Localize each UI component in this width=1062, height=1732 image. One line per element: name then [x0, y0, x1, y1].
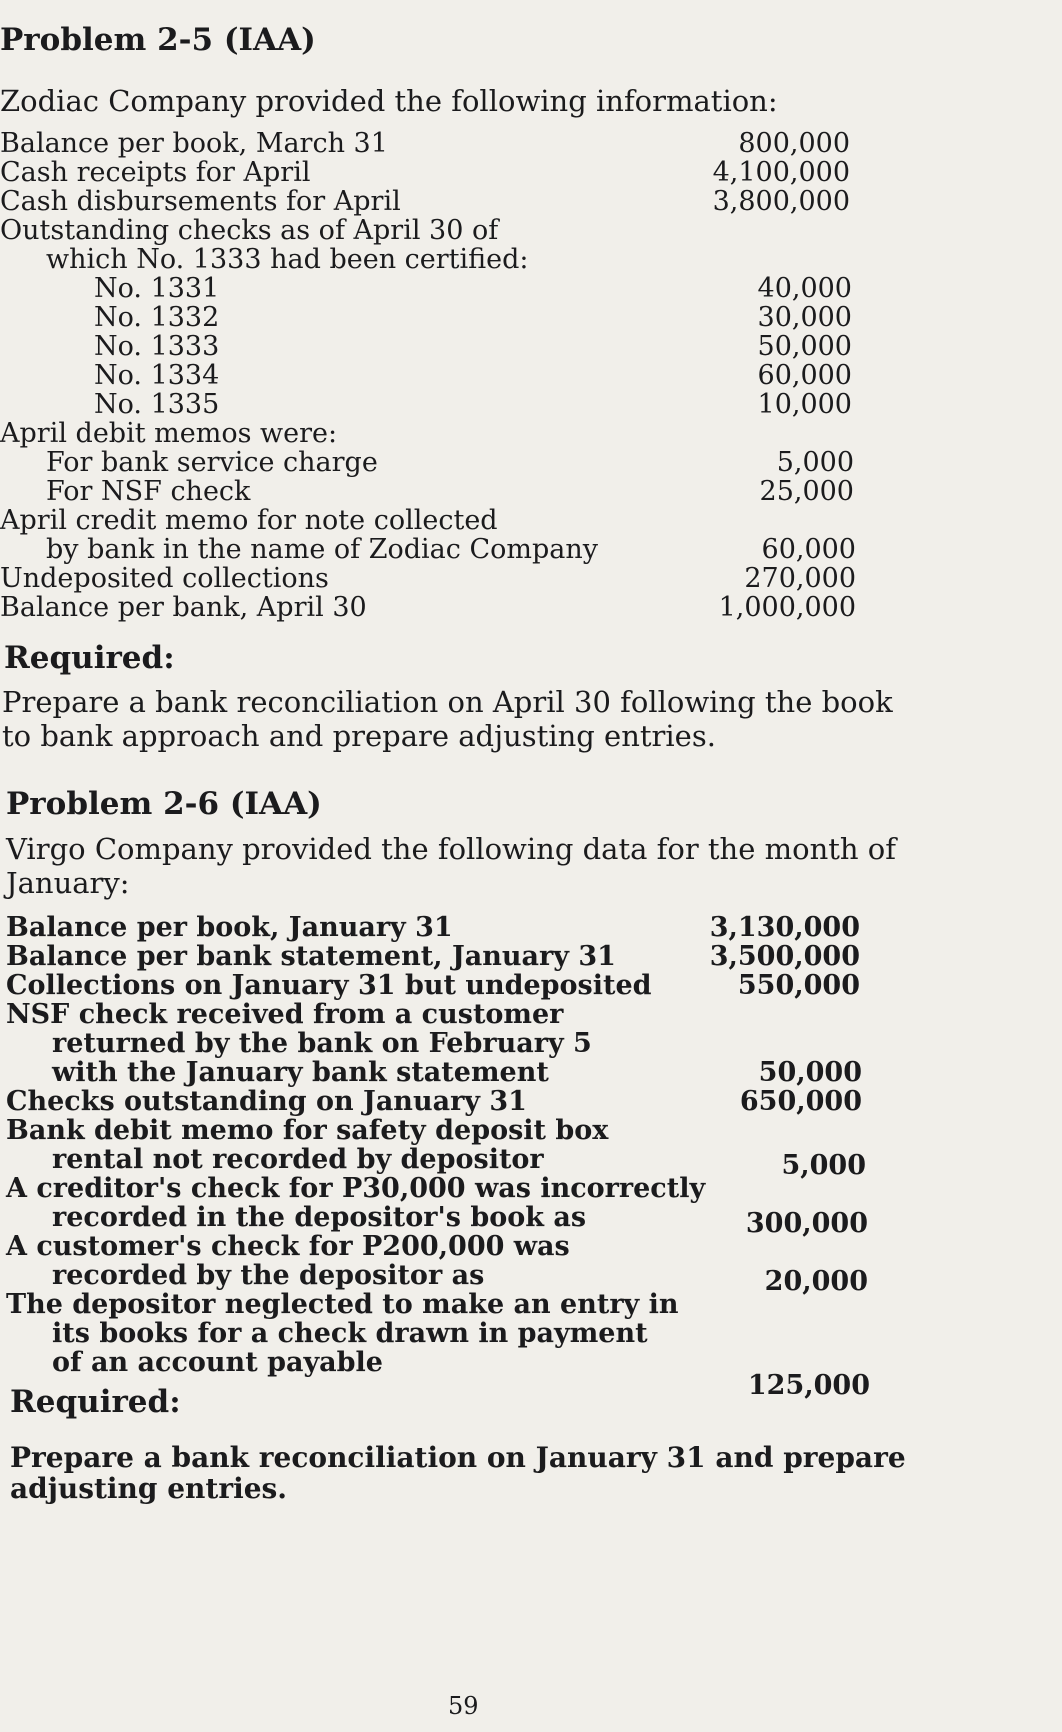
problem-6-intro-line-1: Virgo Company provided the following data for the month of — [6, 832, 896, 866]
problem-6-title: Problem 2-6 (IAA) — [6, 786, 322, 822]
problem-6-intro-line-2: January: — [6, 866, 130, 900]
problem-5-required-line-1: Prepare a bank reconciliation on April 30 following the book — [2, 685, 893, 719]
problem-5-required-heading: Required: — [4, 640, 175, 676]
problem-5-title: Problem 2-5 (IAA) — [0, 22, 316, 58]
problem-6-required-line-2: adjusting entries. — [10, 1472, 288, 1505]
page-number: 59 — [448, 1692, 479, 1720]
textbook-page: Problem 2-5 (IAA) Zodiac Company provided the following information: Balance per book, March 31 800,000 Cash receipts for April 4,100,000 Cash disbursements for April 3,800,000 Outstanding checks as of April 30 of which No. 1333 had been certified: No. 1331 40,000 No. 1332 30,000 No. 1333 50,000 No. 1334 60,000 No. 1335 10,000 April debit memos were: For bank service charge 5,000 For NSF check 25,000 April credit memo for note collected by bank in the name of Zodiac Company 60,000 Undeposited collections 270,000 Balance per bank, April 30 1,000,000 Required: Prepare a bank reconciliation on April 30 following the book to bank approach and prepare adjusting entries. Problem 2-6 (IAA) Virgo Company provided the following data for the month of January: Balance per book, January 31 3,130,000 Balance per bank statement, January 31 3,500,000 Collections on January 31 but undeposited 550,000 NSF check received from a customer returned by the bank on February 5 with the January bank statement 50,000 Checks outstanding on January 31 650,000 Bank debit memo for safety deposit box rental not recorded by depositor 5,000 A creditor's check for P30,000 was incorrectly recorded in the depositor's book as 300,000 A customer's check for P200,000 was recorded by the depositor as 20,000 The depositor neglected to make an entry in its books for a check drawn in payment of an account payable 125,000 Required: Prepare a bank reconciliation on January 31 and prepare adjusting entries. 59 — [0, 22, 906, 1720]
problem-5-intro: Zodiac Company provided the following information: — [0, 84, 778, 118]
problem-6-required-line-1: Prepare a bank reconciliation on January 31 and prepare — [10, 1441, 906, 1474]
problem-6-required-heading: Required: — [10, 1384, 181, 1420]
problem-5-required-line-2: to bank approach and prepare adjusting entries. — [2, 719, 716, 753]
